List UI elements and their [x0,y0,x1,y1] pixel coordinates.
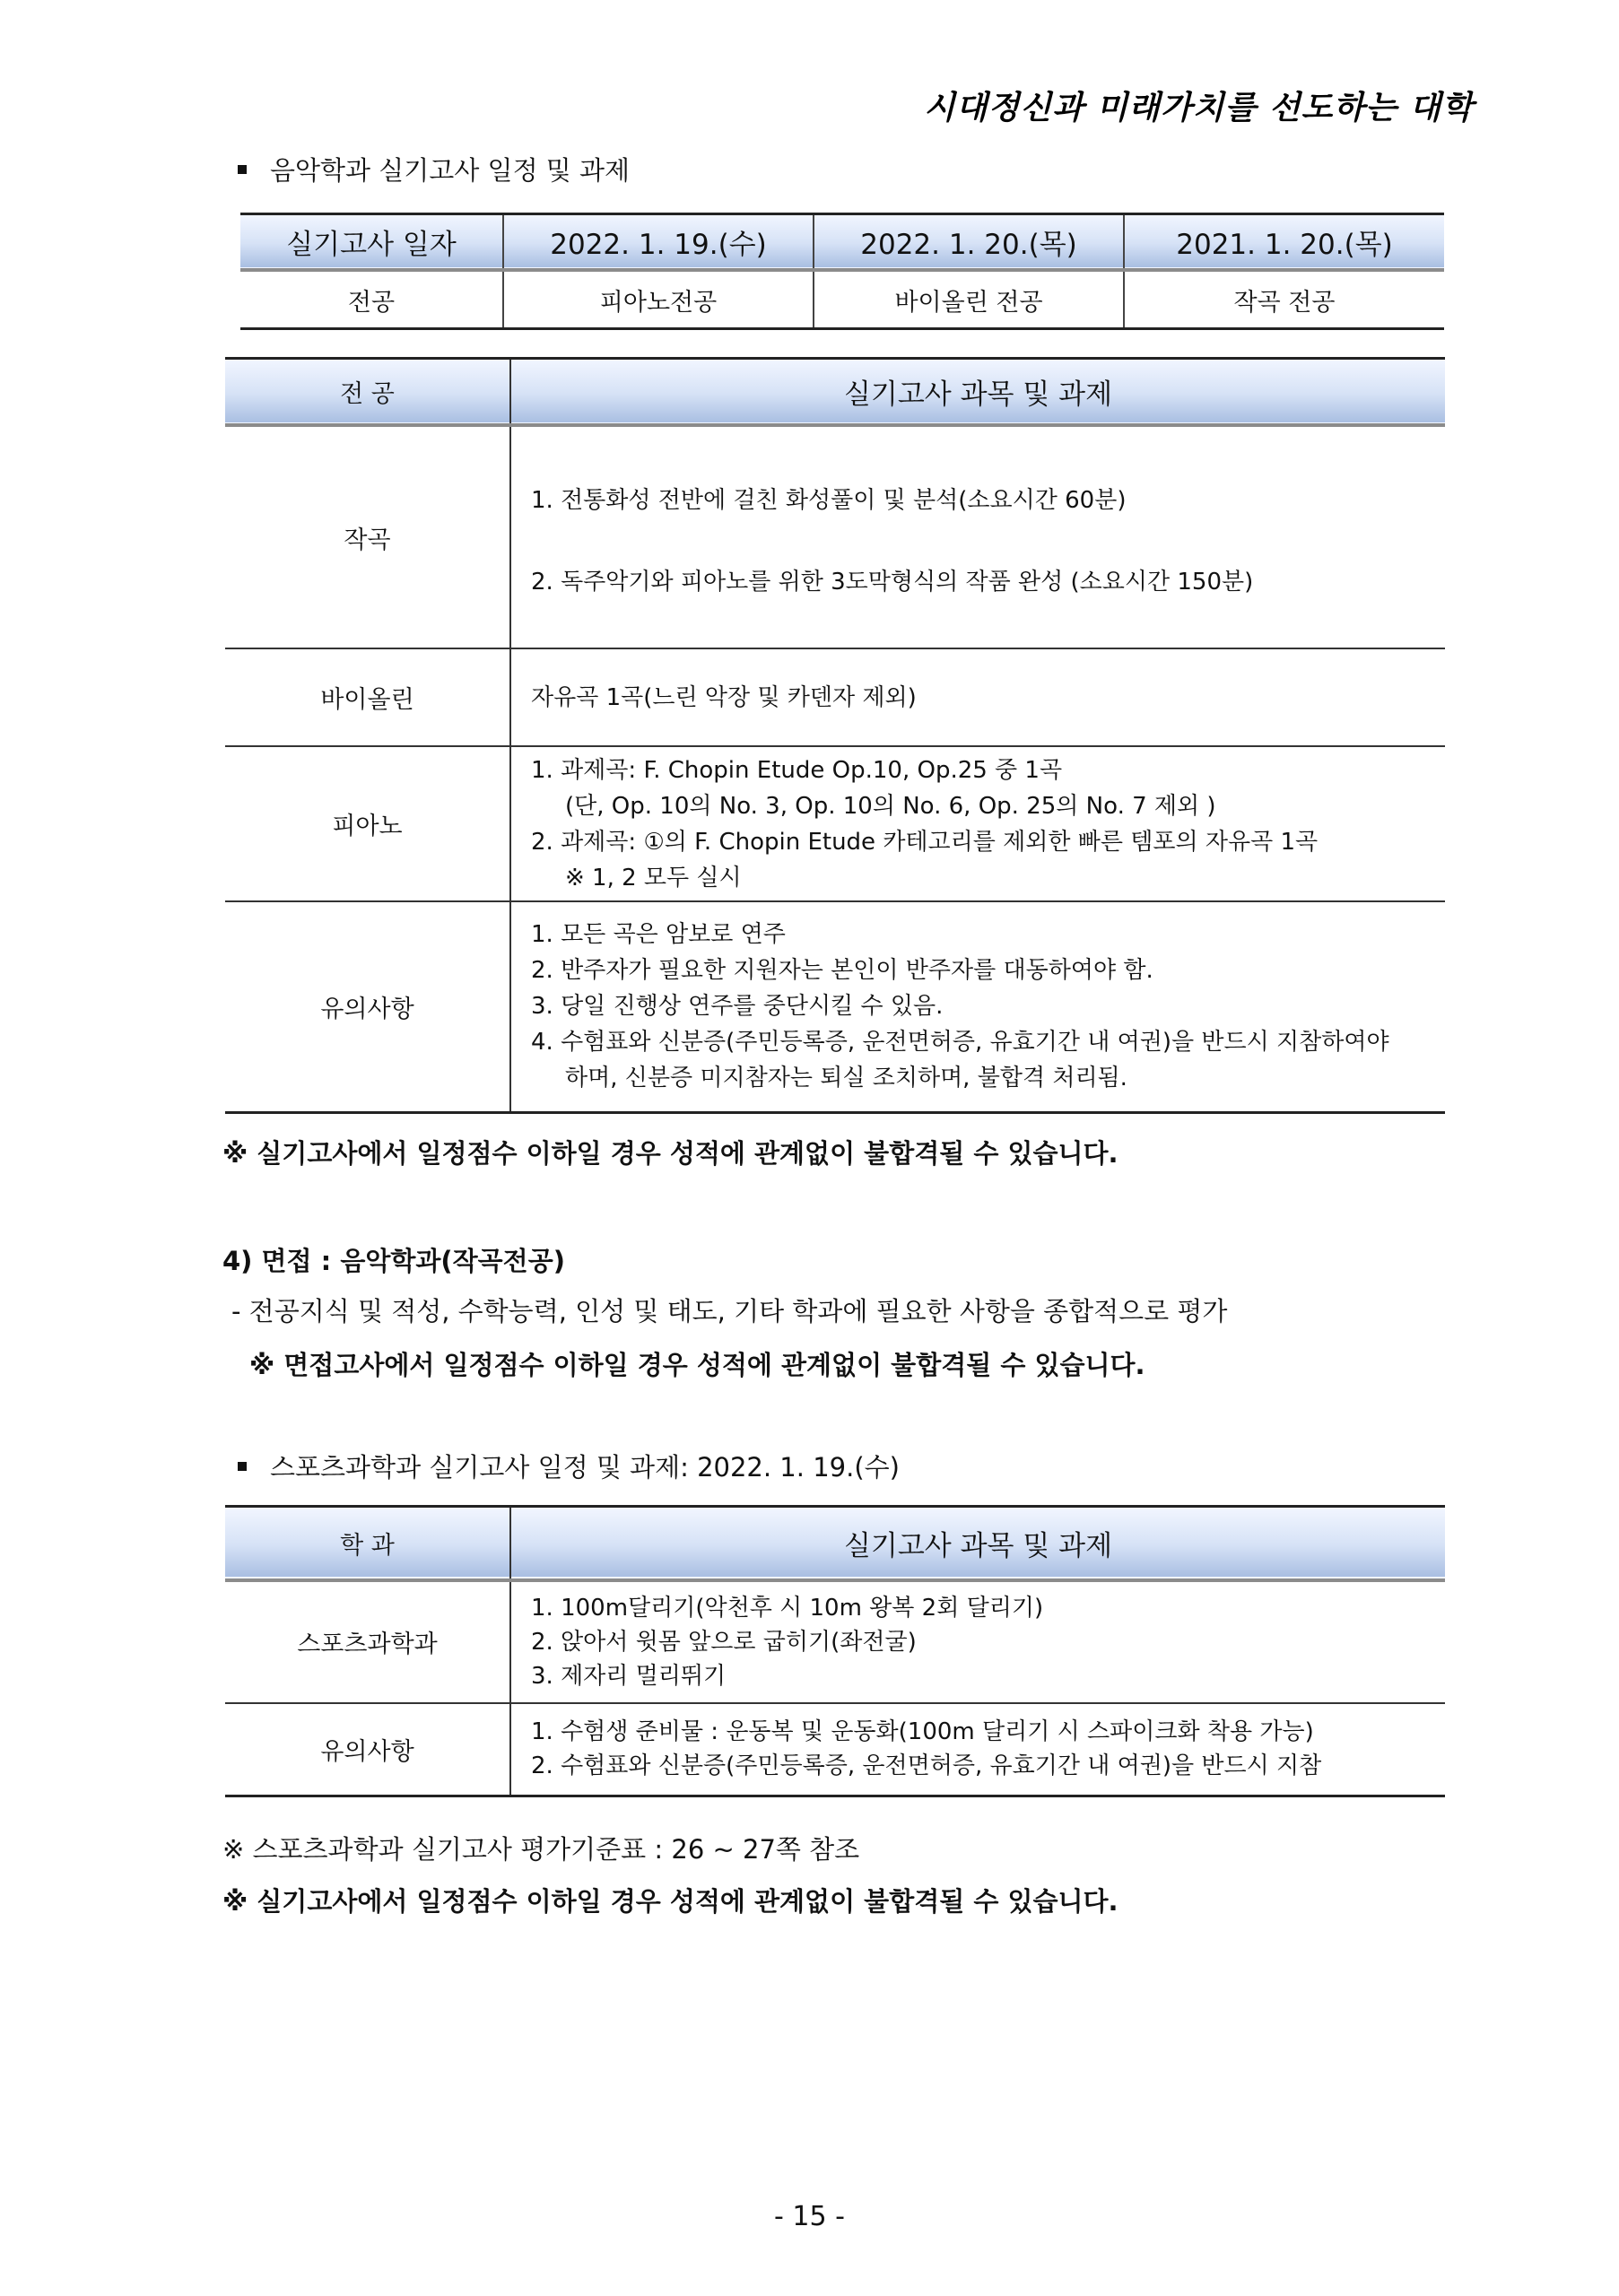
subjects-header-row [225,359,1445,426]
content-line: 1. 100m달리기(악천후 시 10m 왕복 2회 달리기) [531,1594,1044,1622]
subjects-header-content: 실기고사 과목 및 과제 [843,1529,1113,1562]
sports-section-title-text: 스포츠과학과 실기고사 일정 및 과제: 2022. 1. 19.(수) [270,1452,900,1483]
content-line: ※ 1, 2 모두 실시 [565,864,742,891]
music-subjects-table [225,357,1445,1114]
header-slogan: 시대정신과 미래가치를 선도하는 대학 [923,89,1474,126]
sports-section-title [238,1448,900,1484]
subjects-header-content: 실기고사 과목 및 과제 [843,378,1113,411]
content-line: 4. 수험표와 신분증(주민등록증, 운전면허증, 유효기간 내 여권)을 반드시 지참하여야 [531,1029,1389,1057]
content-line: 2. 과제곡: ①의 F. Chopin Etude 카테고리를 제외한 빠른 템포의 자유곡 1곡 [531,828,1319,856]
bullet-icon [238,165,247,174]
schedule-cell: 피아노전공 [503,270,814,329]
music-schedule-table [240,213,1444,330]
table-row [225,1703,1445,1796]
bullet-icon [238,1462,247,1471]
table-row [225,746,1445,901]
schedule-header-cell: 2021. 1. 20.(목) [1124,214,1444,271]
content-line: 3. 당일 진행상 연주를 중단시킬 수 있음. [531,993,944,1021]
row-content [510,1580,1445,1703]
row-major: 작곡 [225,425,510,648]
subjects-header-row [225,1507,1445,1580]
row-content [510,1703,1445,1796]
schedule-row [240,270,1444,329]
table-row [225,648,1445,746]
content-line: 3. 제자리 멀리뛰기 [531,1662,727,1690]
content-line: 2. 독주악기와 피아노를 위한 3도막형식의 작품 완성 (소요시간 150분) [531,568,1254,596]
row-major: 피아노 [225,746,510,901]
content-line: 2. 수험표와 신분증(주민등록증, 운전면허증, 유효기간 내 여권)을 반드시 지참 [531,1752,1322,1780]
schedule-header-cell: 실기고사 일자 [286,229,457,261]
table-row [225,1580,1445,1703]
subjects-header-major: 전 공 [225,359,510,426]
sports-ref-note: ※ 스포츠과학과 실기고사 평가기준표 : 26 ~ 27쪽 참조 [222,1834,860,1865]
schedule-header-row [240,214,1444,271]
subjects-header-major: 학 과 [225,1507,510,1580]
content-line: 1. 전통화성 전반에 걸친 화성풀이 및 분석(소요시간 60분) [531,486,1127,514]
row-content [510,901,1445,1112]
row-major: 스포츠과학과 [225,1580,510,1703]
interview-title: 4) 면접 : 음악학과(작곡전공) [222,1246,565,1276]
music-section-title-text: 음악학과 실기고사 일정 및 과제 [270,155,631,186]
row-content: 자유곡 1곡(느린 악장 및 카덴자 제외) [510,648,1445,746]
sports-note: ※ 실기고사에서 일정점수 이하일 경우 성적에 관계없이 불합격될 수 있습니다. [222,1886,1119,1917]
music-section-title [238,151,630,187]
music-note: ※ 실기고사에서 일정점수 이하일 경우 성적에 관계없이 불합격될 수 있습니다. [222,1138,1119,1169]
content-line: 1. 수험생 준비물 : 운동복 및 운동화(100m 달리기 시 스파이크화 착용 가능) [531,1718,1314,1746]
page-number: - 15 - [774,2201,845,2232]
schedule-cell: 전공 [347,288,396,317]
table-row [225,901,1445,1112]
sports-subjects-table [225,1505,1445,1797]
row-major: 바이올린 [225,648,510,746]
row-major: 유의사항 [225,1703,510,1796]
row-content [510,746,1445,901]
content-line: 하며, 신분증 미지참자는 퇴실 조치하며, 불합격 처리됨. [565,1065,1127,1092]
interview-desc: - 전공지식 및 적성, 수학능력, 인성 및 태도, 기타 학과에 필요한 사항을 종합적으로 평가 [231,1296,1228,1326]
content-line: 1. 모든 곡은 암보로 연주 [531,921,786,949]
schedule-header-cell: 2022. 1. 20.(목) [814,214,1124,271]
row-content [510,425,1445,648]
schedule-cell: 바이올린 전공 [814,270,1124,329]
content-line: (단, Op. 10의 No. 3, Op. 10의 No. 6, Op. 25의 No. 7 제외 ) [565,792,1216,820]
schedule-header-cell: 2022. 1. 19.(수) [503,214,814,271]
row-major: 유의사항 [225,901,510,1112]
interview-note: ※ 면접고사에서 일정점수 이하일 경우 성적에 관계없이 불합격될 수 있습니다. [249,1350,1145,1380]
content-line: 1. 과제곡: F. Chopin Etude Op.10, Op.25 중 1곡 [531,756,1063,784]
schedule-cell: 작곡 전공 [1124,270,1444,329]
content-line: 2. 반주자가 필요한 지원자는 본인이 반주자를 대동하여야 함. [531,957,1153,985]
table-row [225,425,1445,648]
content-line: 2. 앉아서 윗몸 앞으로 굽히기(좌전굴) [531,1628,917,1656]
